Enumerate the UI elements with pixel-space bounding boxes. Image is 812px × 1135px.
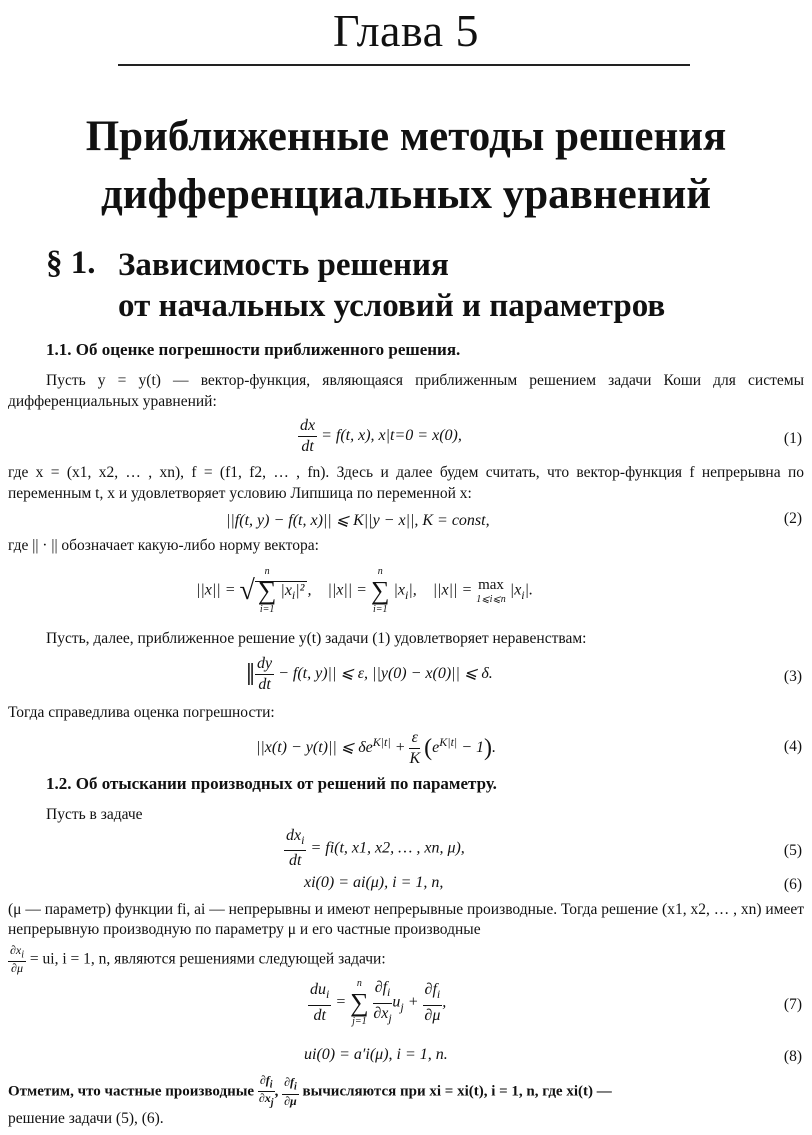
section-title-line2: от начальных условий и параметров xyxy=(118,288,666,324)
paragraph-5: Тогда справедлива оценка погрешности: xyxy=(8,704,275,721)
paragraph-2: где x = (x1, x2, … , xn), f = (f1, f2, … , fn). Здесь и далее будем считать, что вектор-функция f непрерывна по переменным t, x и удовлетворяет условию Липшица по переменной x: xyxy=(8,464,804,502)
equation-number-6: (6) xyxy=(783,876,802,893)
derivative-dfi-dmu: $\frac{\partial f_i}{\partial\mu}$ xyxy=(284,1075,297,1108)
chapter-title-line1: Приближенные методы решения xyxy=(85,113,727,160)
equation-3-rhs: − f(t, y)|| ⩽ ε, ||y(0) − x(0)|| ⩽ δ. xyxy=(278,665,493,683)
equation-6: xi(0) = ai(μ), i = 1, n, xyxy=(304,874,444,891)
chapter-rule xyxy=(118,64,690,66)
section-title xyxy=(118,245,665,327)
paragraph-1: Пусть y = y(t) — вектор-функция, являющаяся приближенным решением задачи Коши для системы дифференциальных уравнений: xyxy=(8,372,804,410)
section-title-line1: Зависимость решения xyxy=(118,247,449,283)
subsection-1-2: 1.2. Об отыскании производных от решений по параметру. xyxy=(46,774,497,793)
paragraph-3: где || · || обозначает какую-либо норму вектора: xyxy=(8,537,319,554)
equation-number-7: (7) xyxy=(783,996,802,1013)
paragraph-7b xyxy=(8,944,804,975)
equation-1: $\frac{dx}{dt}$ = f(t, x), x|t=0 = x(0), xyxy=(300,417,462,455)
equation-number-1: (1) xyxy=(783,430,802,447)
paragraph-8-end: вычисляются при xi = xi(t), i = 1, n, где xi(t) — xyxy=(302,1083,612,1100)
equation-1-rhs: = f(t, x), x|t=0 = x(0), xyxy=(321,427,462,445)
paragraph-7: (μ — параметр) функции fi, ai — непрерывны и имеют непрерывные производные. Тогда решение (x1, x2, … , xn) имеет непрерывную производную по параметру μ и его частные производные xyxy=(8,901,804,938)
equation-3: ‖ $\frac{dy}{dt}$ − f(t, y)|| ⩽ ε, ||y(0) − x(0)|| ⩽ δ. xyxy=(246,655,493,693)
equation-number-5: (5) xyxy=(783,842,802,859)
equation-5-rhs: = fi(t, x1, x2, … , xn, μ), xyxy=(310,839,465,857)
equation-8: ui(0) = a′i(μ), i = 1, n. xyxy=(304,1046,448,1063)
section-number: § 1. xyxy=(46,245,96,281)
chapter-title-line2: дифференциальных уравнений xyxy=(100,171,712,218)
paragraph-8: Отметим, что частные производные $\frac{\partial f_i}{\partial x_j}$ , $\frac{\partial f_i}{\partial\mu}$ вычисляются при xi = xi(t), i = 1, n, где xi(t) — xyxy=(8,1073,612,1109)
equation-number-4: (4) xyxy=(783,738,802,755)
paragraph-4: Пусть, далее, приближенное решение y(t) задачи (1) удовлетворяет неравенствам: xyxy=(46,630,587,647)
derivative-dfi-dxj: $\frac{\partial f_i}{\partial x_j}$ xyxy=(258,1073,274,1109)
chapter-heading: Глава 5 xyxy=(332,5,480,56)
norm-formulas: ||x|| = √ n ∑ i=1 $|x_i|^2$ , ||x|| = n ∑ i=1 $|x_i|$, ||x|| = max 1⩽i⩽n $|x_i|$. xyxy=(196,566,534,615)
paragraph-8-start: Отметим, что частные производные xyxy=(8,1083,255,1100)
paragraph-6: Пусть в задаче xyxy=(46,806,143,823)
equation-number-3: (3) xyxy=(783,668,802,685)
paragraph-8c: решение задачи (5), (6). xyxy=(8,1110,164,1127)
derivative-dxi-dmu: $\frac{\partial x_i}{\partial\mu}$ xyxy=(10,943,25,976)
equation-2: ||f(t, y) − f(t, x)|| ⩽ K||y − x||, K = const, xyxy=(226,512,490,529)
equation-5: $\frac{dx_i}{dt}$ = fi(t, x1, x2, … , xn, μ), xyxy=(286,827,465,870)
equation-4: ||x(t) − y(t)|| ⩽ $\delta e^{K|t|}$ + $\frac{\varepsilon}{K}$ $(e^{K|t|} - 1)$. xyxy=(256,729,496,767)
equation-number-2: (2) xyxy=(783,510,802,527)
chapter-title xyxy=(0,108,812,224)
paragraph-7b-text: = ui, i = 1, n, являются решениями следующей задачи: xyxy=(29,950,386,968)
equation-7: $\frac{du_i}{dt}$ = n ∑ j=1 $\frac{\partial f_i}{\partial x_j}$ $u_j$ + $\frac{\partial f_i}{\partial\mu}$ , xyxy=(310,978,447,1027)
subsection-1-1: 1.1. Об оценке погрешности приближенного решения. xyxy=(46,340,461,359)
equation-number-8: (8) xyxy=(783,1048,802,1065)
